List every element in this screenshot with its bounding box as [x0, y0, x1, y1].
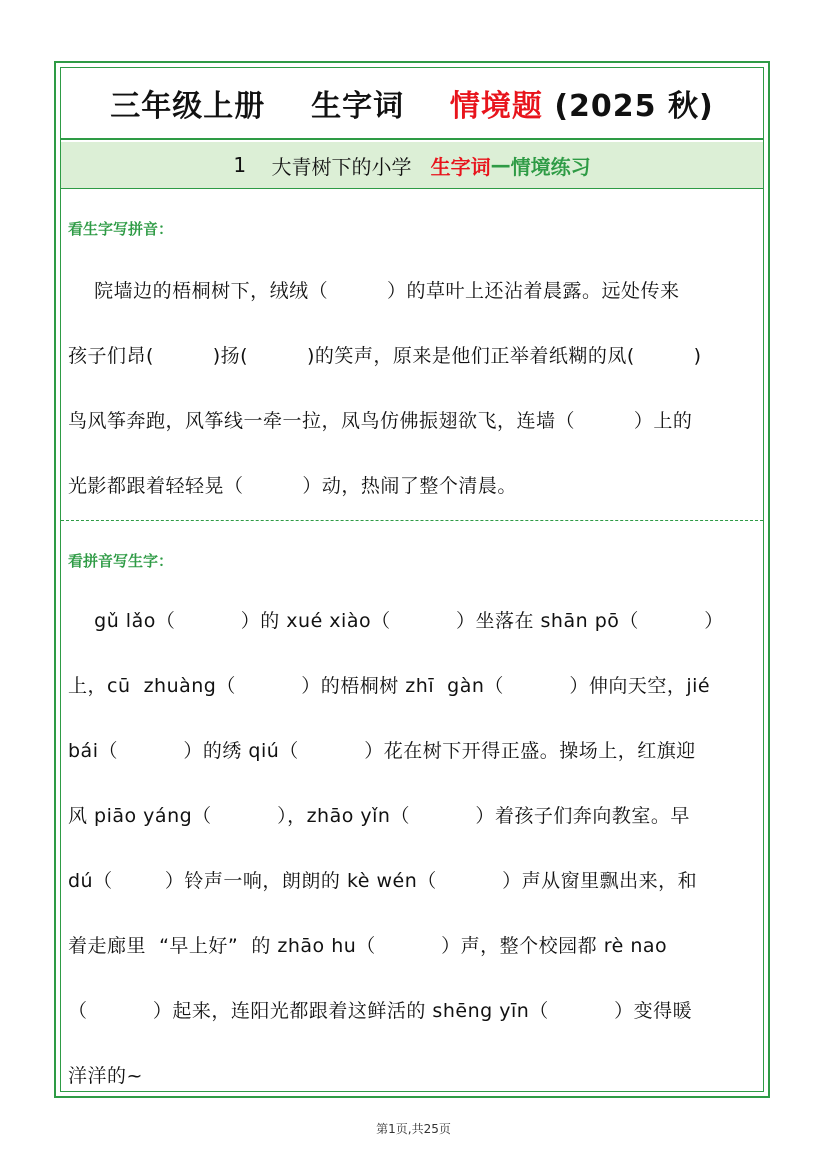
section1-line-3: 鸟风筝奔跑，风筝线一牵一拉，凤鸟仿佛振翅欲飞，连墙（ ）上的 [68, 410, 693, 432]
section2-line-7: （ ）起来，连阳光都跟着这鲜活的 shēng yīn（ ）变得暖 [68, 1000, 693, 1022]
page-frame [54, 61, 770, 1098]
lesson-name: 大青树下的小学 [271, 154, 412, 179]
title-term: (2025 秋) [554, 89, 714, 124]
section2-line-1: gǔ lǎo（ ）的 xué xiào（ ）坐落在 shān pō（ ） [68, 610, 724, 632]
section2-line-8: 洋洋的~ [68, 1065, 143, 1087]
title-scenario: 情境题 [449, 89, 543, 124]
lesson-practice-label: 情境练习 [510, 154, 591, 179]
section1-line-1: 院墙边的梧桐树下，绒绒（ ）的草叶上还沾着晨露。远处传来 [68, 280, 680, 302]
section2-line-6: 着走廊里 “早上好” 的 zhāo hu（ ）声，整个校园都 rè nao [68, 935, 668, 957]
lesson-dash: — [490, 153, 511, 177]
section2-line-3: bái（ ）的绣 qiú（ ）花在树下开得正盛。操场上，红旗迎 [68, 740, 696, 762]
section1-line-4: 光影都跟着轻轻晃（ ）动，热闹了整个清晨。 [68, 475, 517, 497]
section2-line-4: 风 piāo yáng（ ），zhāo yǐn（ ）着孩子们奔向教室。早 [68, 805, 690, 827]
lesson-header [61, 142, 763, 189]
lesson-number: 1 [233, 153, 247, 177]
section2-line-2: 上，cū zhuàng（ ）的梧桐树 zhī gàn（ ）伸向天空，jié [68, 675, 711, 697]
title-grade: 三年级上册 [110, 89, 266, 124]
section1-line-2: 孩子们昂( )扬( )的笑声，原来是他们正举着纸糊的凤( ) [68, 345, 702, 367]
page-footer: 第1页,共25页 [376, 1122, 451, 1136]
section-divider [61, 520, 763, 521]
section1-heading: 看生字写拼音： [68, 220, 174, 238]
page-title [61, 68, 763, 140]
page-frame-inner [60, 67, 764, 1092]
section2-heading: 看拼音写生字： [68, 552, 174, 570]
title-words: 生字词 [311, 89, 405, 124]
section2-line-5: dú（ ）铃声一响，朗朗的 kè wén（ ）声从窗里飘出来，和 [68, 870, 698, 892]
lesson-words-label: 生字词 [430, 154, 491, 179]
